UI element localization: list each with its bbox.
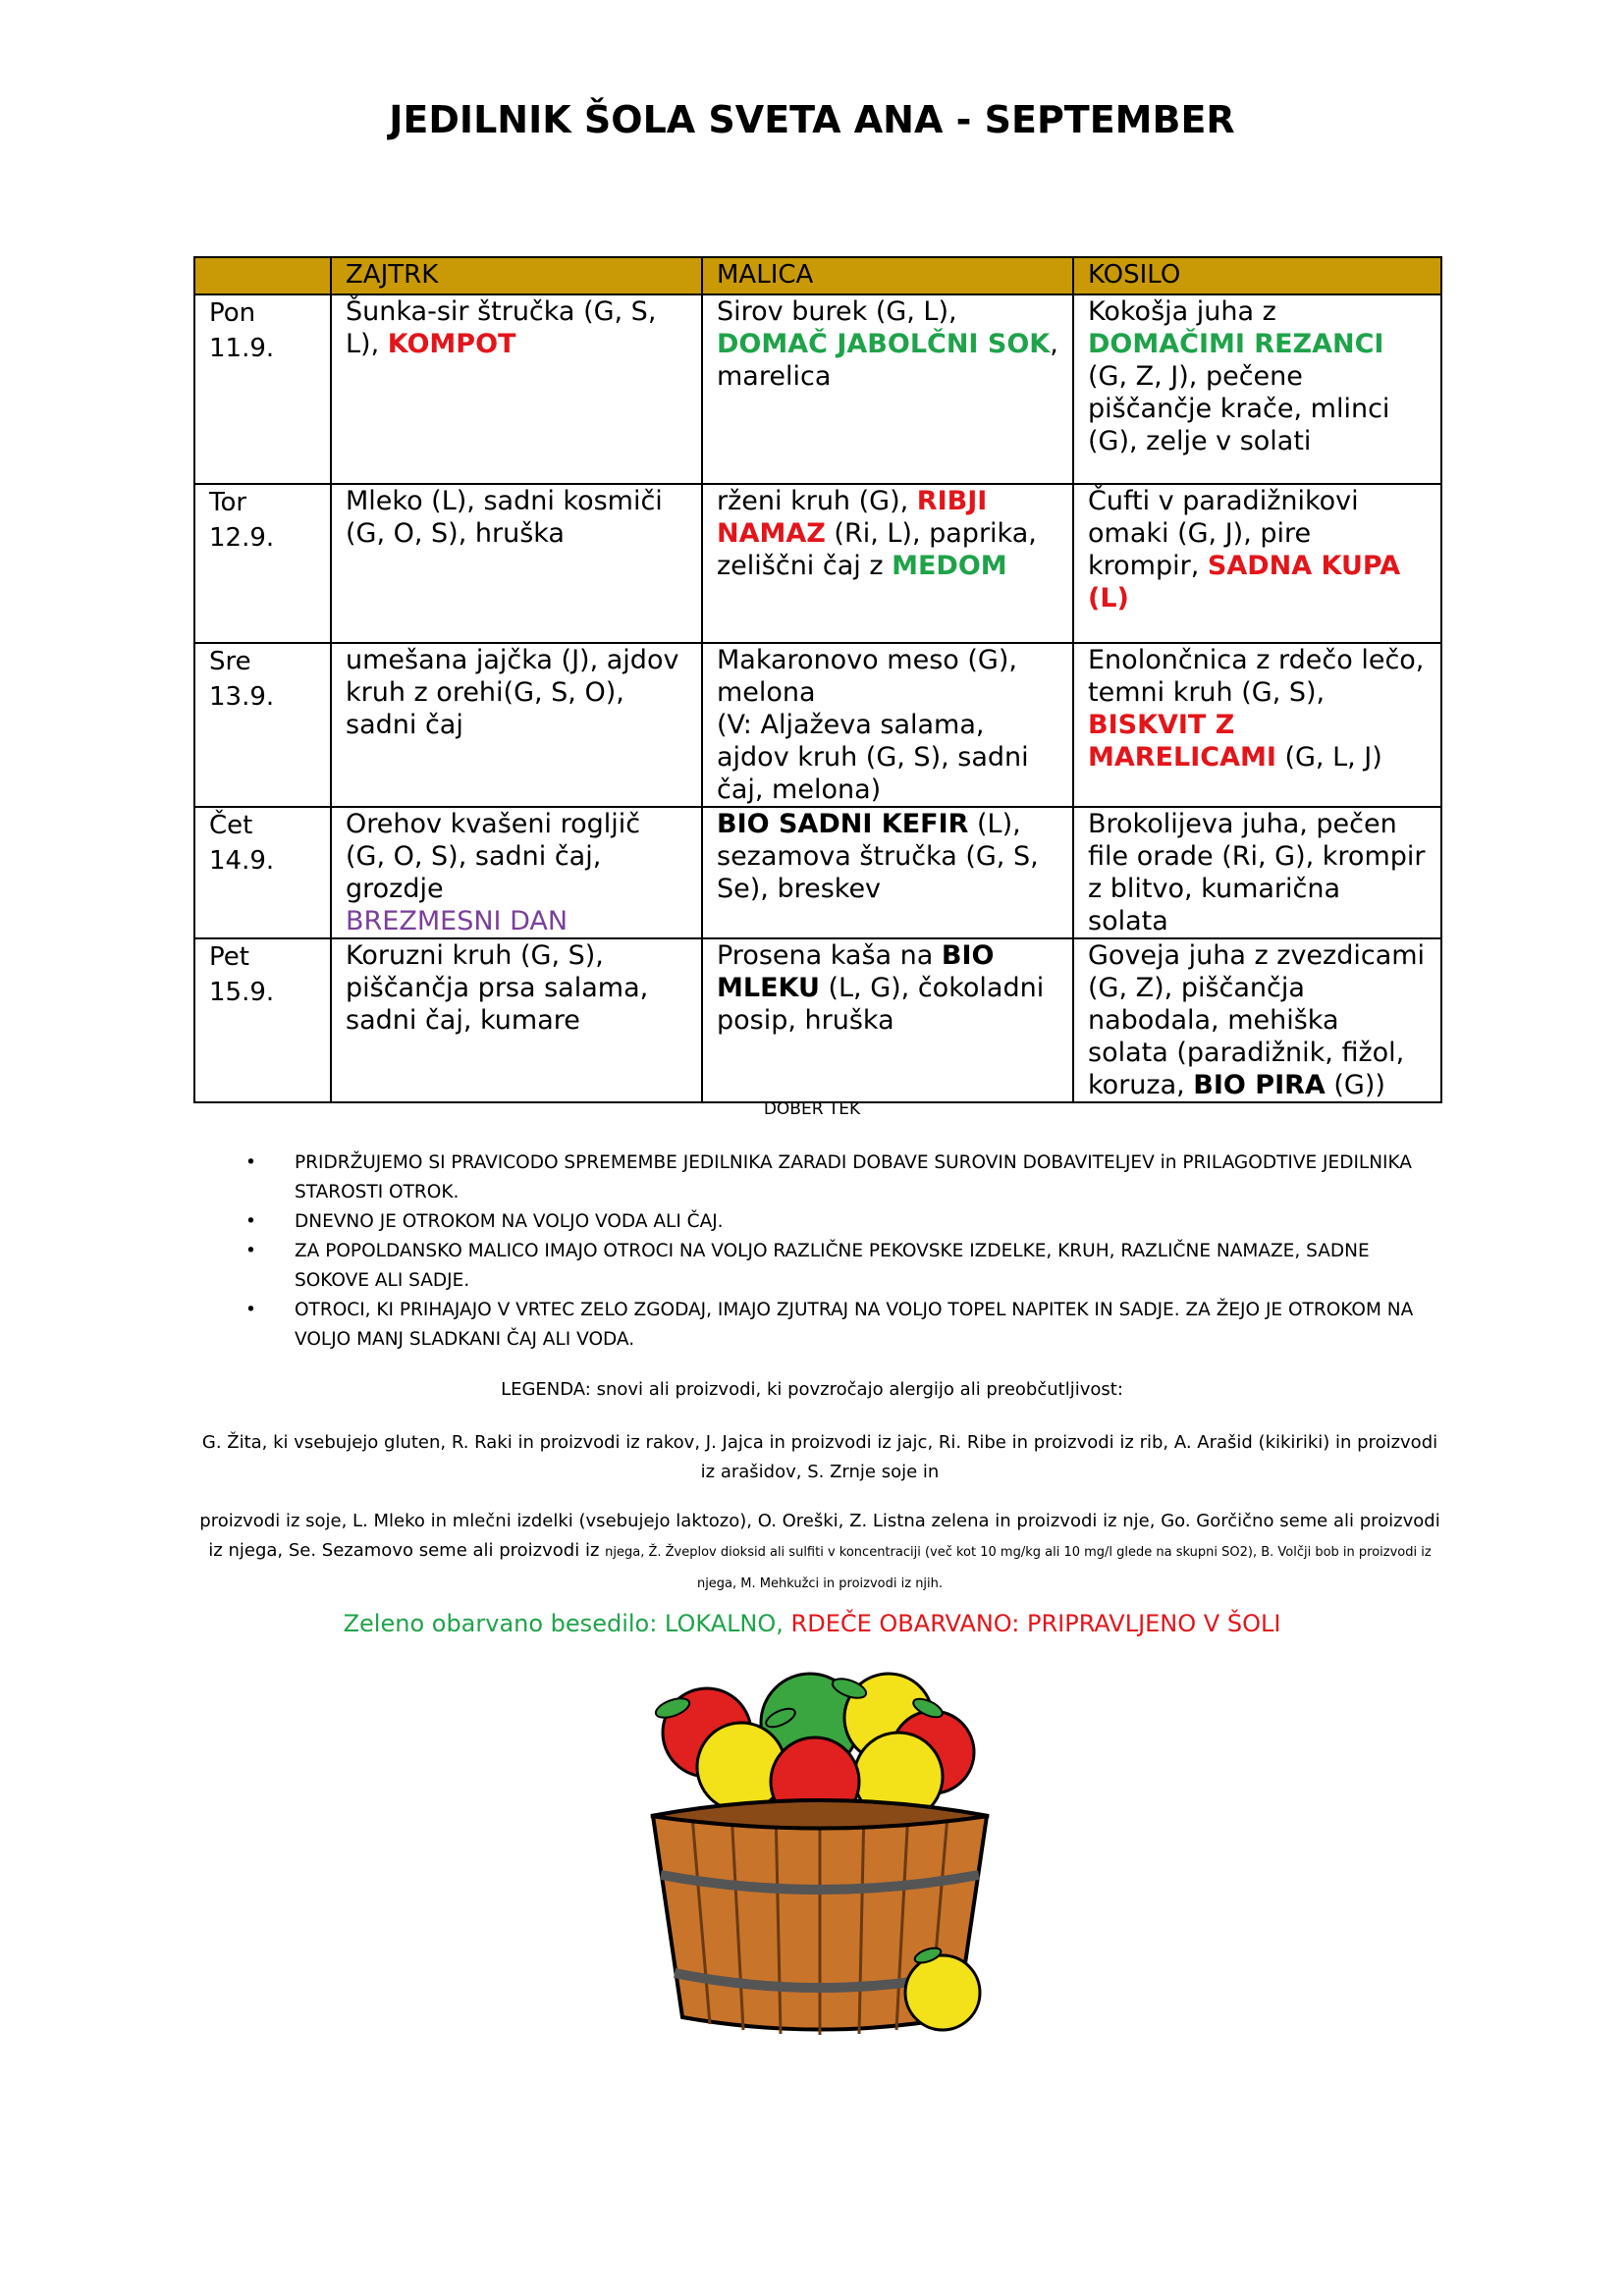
legend-title: LEGENDA: snovi ali proizvodi, ki povzročajo alergijo ali preobčutljivost: bbox=[501, 1379, 1123, 1400]
note-item bbox=[245, 1148, 1443, 1207]
cell-text-segment: rženi kruh (G), bbox=[717, 486, 917, 516]
cell-text-segment: KOMPOT bbox=[387, 329, 516, 359]
table-row bbox=[194, 643, 1441, 807]
note-text: ZA POPOLDANSKO MALICO IMAJO OTROCI NA VOLJO RAZLIČNE PEKOVSKE IZDELKE, KRUH, RAZLIČNE NAMAZE, SADNE SOKOVE ALI SADJE. bbox=[295, 1241, 1370, 1291]
cell-text-segment: BIO MLEKU bbox=[717, 940, 995, 1003]
table-header-row bbox=[194, 257, 1441, 294]
bullet-icon: • bbox=[245, 1152, 256, 1173]
day-date: 13.9. bbox=[209, 682, 275, 712]
color-note-red: RDEČE OBARVANO: PRIPRAVLJENO V ŠOLI bbox=[790, 1610, 1281, 1637]
cell-text-segment: RIBJI NAMAZ bbox=[717, 486, 988, 549]
legend-text-2 bbox=[196, 1507, 1443, 1599]
zajtrk-cell bbox=[331, 294, 702, 484]
zajtrk-cell bbox=[331, 807, 702, 938]
malica-cell bbox=[702, 484, 1073, 643]
cell-text-segment: BIO PIRA bbox=[1193, 1070, 1326, 1100]
cell-text-segment: (L, G), čokoladni posip, hruška bbox=[717, 973, 1045, 1036]
day-name: Sre bbox=[209, 647, 251, 676]
dober-tek: DOBER TEK bbox=[763, 1099, 861, 1119]
cell-text-segment: (G, L, J) bbox=[1275, 742, 1382, 773]
cell-text-segment: DOMAČIMI REZANCI bbox=[1088, 329, 1384, 359]
menu-table bbox=[193, 256, 1442, 1103]
cell-text-segment: Šunka-sir štručka (G, S, L), bbox=[346, 296, 657, 359]
header-kosilo: KOSILO bbox=[1073, 257, 1441, 294]
note-item bbox=[245, 1237, 1443, 1296]
cell-text-segment: Koruzni kruh (G, S), piščančja prsa salama, sadni čaj, kumare bbox=[346, 940, 649, 1036]
malica-cell bbox=[702, 294, 1073, 484]
cell-text-segment: Kokošja juha z bbox=[1088, 296, 1276, 327]
day-date: 15.9. bbox=[209, 978, 275, 1007]
note-text: DNEVNO JE OTROKOM NA VOLJO VODA ALI ČAJ. bbox=[295, 1211, 724, 1232]
kosilo-cell bbox=[1073, 938, 1441, 1102]
malica-cell bbox=[702, 807, 1073, 938]
table-row bbox=[194, 807, 1441, 938]
cell-text-segment: (Ri, L), paprika, zeliščni čaj z bbox=[717, 518, 1037, 581]
cell-text-segment: (G)) bbox=[1325, 1070, 1385, 1100]
apple-basket-icon bbox=[633, 1669, 1006, 2052]
table-row bbox=[194, 938, 1441, 1102]
legend-text-1: G. Žita, ki vsebujejo gluten, R. Raki in proizvodi iz rakov, J. Jajca in proizvodi iz jajc, Ri. Ribe in proizvodi iz rib, A. Arašid (kikiriki) in proizvodi iz arašidov, S. Zrnje soje in bbox=[201, 1432, 1438, 1482]
zajtrk-cell bbox=[331, 643, 702, 807]
table-row bbox=[194, 294, 1441, 484]
cell-text-segment: MEDOM bbox=[892, 551, 1007, 581]
cell-text-segment: (V: Aljaževa salama, ajdov kruh (G, S), sadni čaj, melona) bbox=[717, 710, 1029, 805]
day-cell bbox=[194, 643, 331, 807]
color-note bbox=[0, 1610, 1624, 1637]
page-title: JEDILNIK ŠOLA SVETA ANA - SEPTEMBER bbox=[389, 98, 1235, 141]
kosilo-cell bbox=[1073, 643, 1441, 807]
cell-text-segment: SADNA KUPA (L) bbox=[1088, 551, 1401, 614]
cell-text-segment: , marelica bbox=[717, 329, 1058, 392]
malica-cell bbox=[702, 643, 1073, 807]
cell-text-segment: Čufti v paradižnikovi omaki (G, J), pire krompir, bbox=[1088, 486, 1359, 581]
zajtrk-cell bbox=[331, 938, 702, 1102]
note-item bbox=[245, 1207, 1443, 1237]
day-name: Pon bbox=[209, 298, 256, 328]
bullet-icon: • bbox=[245, 1241, 256, 1261]
kosilo-cell bbox=[1073, 807, 1441, 938]
header-malica: MALICA bbox=[702, 257, 1073, 294]
day-date: 11.9. bbox=[209, 334, 275, 363]
header-day bbox=[194, 257, 331, 294]
note-item bbox=[245, 1296, 1443, 1355]
cell-text-segment: Mleko (L), sadni kosmiči (G, O, S), hruška bbox=[346, 486, 663, 549]
cell-text-segment: BISKVIT Z MARELICAMI bbox=[1088, 710, 1276, 773]
cell-text-segment: Enolončnica z rdečo lečo, temni kruh (G, S), bbox=[1088, 645, 1425, 708]
legend-text-2-main: proizvodi iz soje, L. Mleko in mlečni izdelki (vsebujejo laktozo), O. Oreški, Z. Listna zelena in proizvodi iz nje, Go. Gorčično seme ali proizvodi iz njega, Se. Sezamovo seme ali proizvodi iz bbox=[199, 1511, 1440, 1561]
kosilo-cell bbox=[1073, 294, 1441, 484]
day-name: Pet bbox=[209, 942, 249, 972]
cell-text-segment: BREZMESNI DAN bbox=[346, 906, 568, 936]
cell-text-segment: Goveja juha z zvezdicami (G, Z), piščančja nabodala, mehiška solata (paradižnik, fižol, koruza, bbox=[1088, 940, 1426, 1100]
cell-text-segment: (G, Z, J), pečene piščančje krače, mlinci (G), zelje v solati bbox=[1088, 361, 1390, 456]
table-row bbox=[194, 484, 1441, 643]
cell-text-segment: Orehov kvašeni rogljič (G, O, S), sadni čaj, grozdje bbox=[346, 809, 641, 904]
bullet-icon: • bbox=[245, 1300, 256, 1320]
kosilo-cell bbox=[1073, 484, 1441, 643]
cell-text-segment: DOMAČ JABOLČNI SOK bbox=[717, 329, 1051, 359]
day-name: Čet bbox=[209, 811, 253, 840]
cell-text-segment: Makaronovo meso (G), melona bbox=[717, 645, 1017, 708]
cell-text-segment: Brokolijeva juha, pečen file orade (Ri, G), krompir z blitvo, kumarična solata bbox=[1088, 809, 1426, 936]
day-cell bbox=[194, 807, 331, 938]
malica-cell bbox=[702, 938, 1073, 1102]
day-name: Tor bbox=[209, 488, 247, 517]
day-cell bbox=[194, 294, 331, 484]
note-text: OTROCI, KI PRIHAJAJO V VRTEC ZELO ZGODAJ, IMAJO ZJUTRAJ NA VOLJO TOPEL NAPITEK IN SADJE. ZA ŽEJO JE OTROKOM NA VOLJO MANJ SLADKANI ČAJ ALI VODA. bbox=[295, 1300, 1414, 1350]
cell-text-segment: umešana jajčka (J), ajdov kruh z orehi(G, S, O), sadni čaj bbox=[346, 645, 679, 740]
day-cell bbox=[194, 938, 331, 1102]
legend-text-2-small: njega, Ž. Žveplov dioksid ali sulfiti v koncentraciji (več kot 10 mg/kg ali 10 mg/l glede na skupni SO2), B. Volčji bob in proizvodi iz njega, M. Mehkužci in proizvodi iz njih. bbox=[605, 1545, 1432, 1591]
color-note-green: Zeleno obarvano besedilo: LOKALNO, bbox=[343, 1610, 791, 1637]
note-text: PRIDRŽUJEMO SI PRAVICODO SPREMEMBE JEDILNIKA ZARADI DOBAVE SUROVIN DOBAVITELJEV in PRILAGODTIVE JEDILNIKA STAROSTI OTROK. bbox=[295, 1152, 1412, 1202]
bullet-icon: • bbox=[245, 1211, 256, 1232]
day-date: 14.9. bbox=[209, 846, 275, 876]
cell-text-segment: Prosena kaša na bbox=[717, 940, 942, 971]
cell-text-segment: Sirov burek (G, L), bbox=[717, 296, 957, 327]
day-cell bbox=[194, 484, 331, 643]
zajtrk-cell bbox=[331, 484, 702, 643]
day-date: 12.9. bbox=[209, 523, 275, 553]
notes-list bbox=[245, 1148, 1443, 1355]
header-zajtrk: ZAJTRK bbox=[331, 257, 702, 294]
cell-text-segment: (L), sezamova štručka (G, S, Se), breskev bbox=[717, 809, 1039, 904]
cell-text-segment: BIO SADNI KEFIR bbox=[717, 809, 969, 839]
